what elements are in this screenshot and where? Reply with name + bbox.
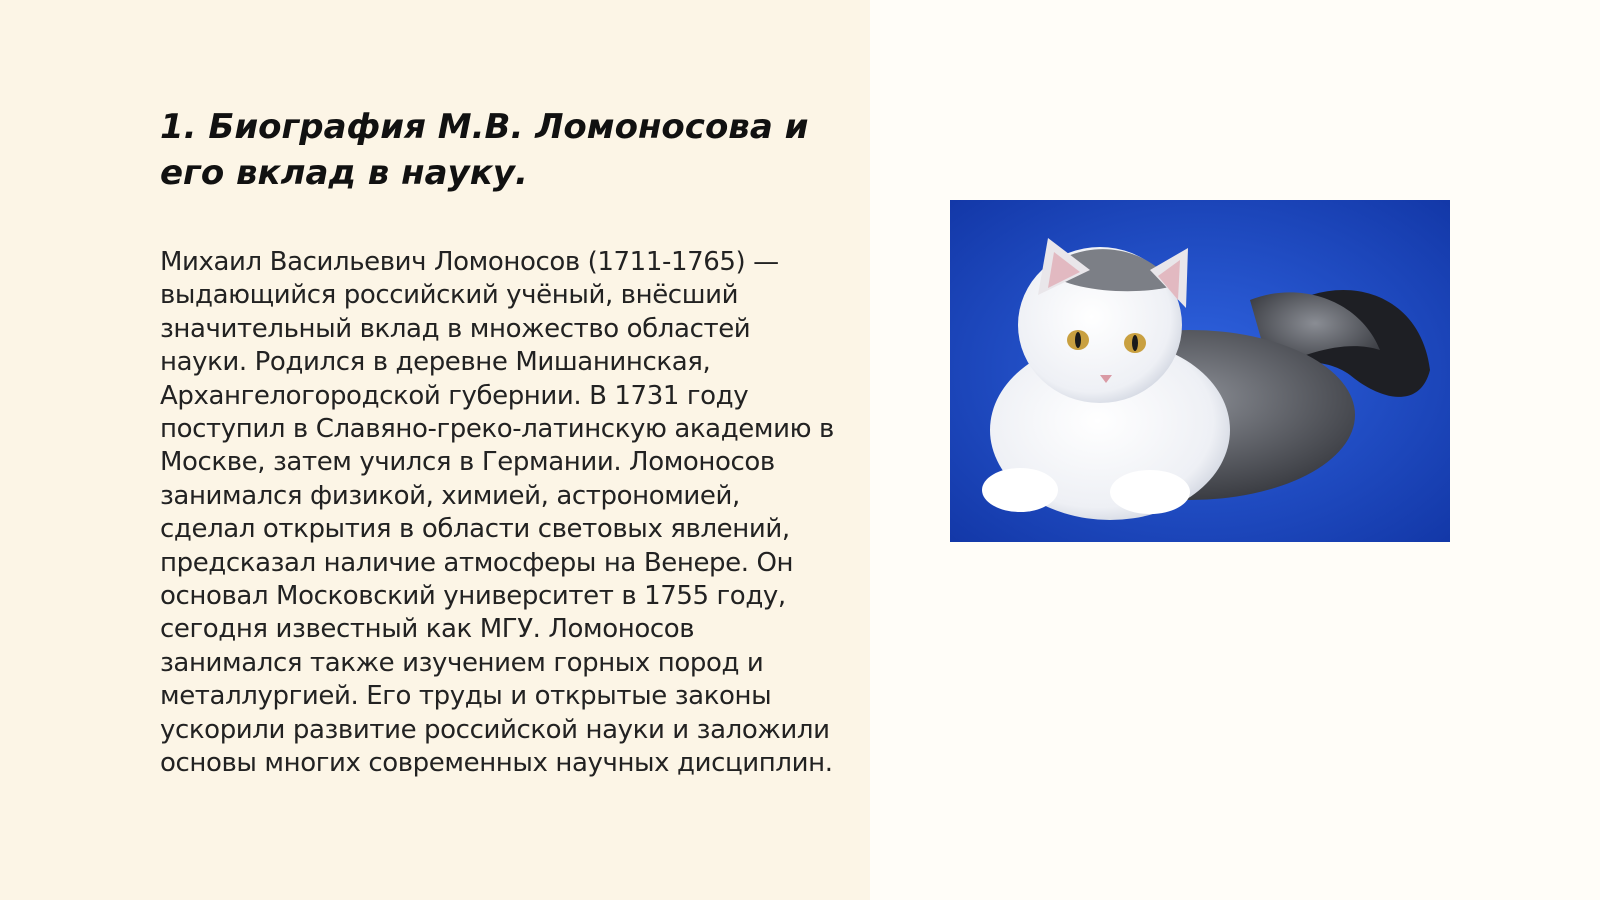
slide-title: 1. Биография М.В. Ломоносова и его вклад в науку. — [160, 107, 809, 193]
cat-illustration — [950, 200, 1450, 542]
slide-body-text: Михаил Васильевич Ломоносов (1711-1765) — выдающийся российский учёный, внёсший значительный вклад в множество областей науки. Родился в деревне Мишанинская, Архангелогородской губернии. В 1731 году поступил в Славяно-греко-латинскую академию в Москве, затем учился в Германии. Ломоносов занимался физикой, химией, астрономией, сделал открытия в области световых явлений, предсказал наличие атмосферы на Венере. Он основал Московский университет в 1755 году, сегодня известный как МГУ. Ломоносов занимался также изучением горных пород и металлургией. Его труды и открытые законы ускорили развитие российской науки и заложили основы многих современных научных дисциплин. — [160, 247, 834, 779]
cat-photo — [950, 200, 1450, 542]
